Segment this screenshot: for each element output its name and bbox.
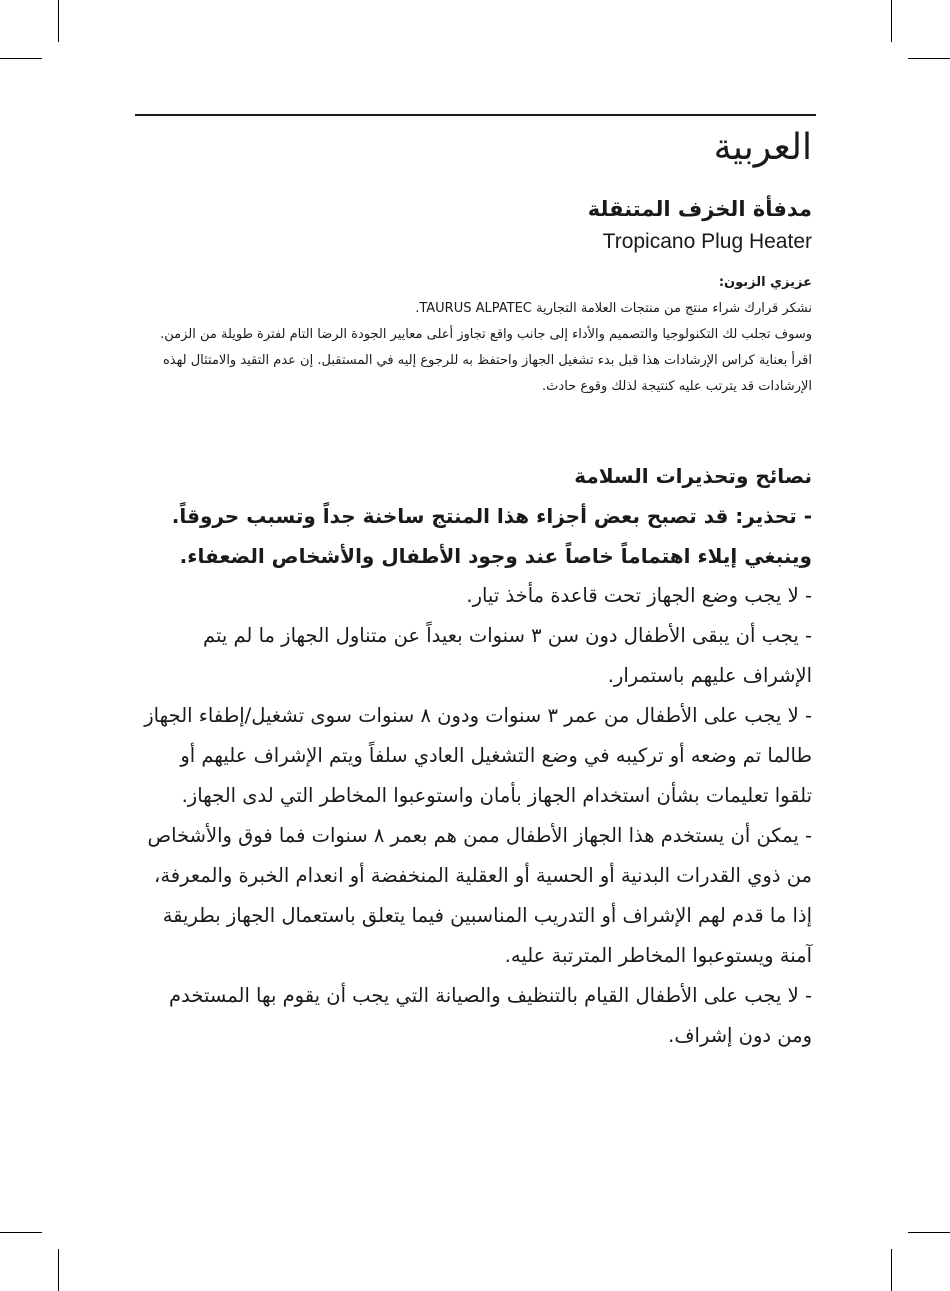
crop-mark-bottom-left-horizontal <box>0 1232 42 1233</box>
intro-greeting: عزيزي الزبون: <box>718 275 812 290</box>
crop-mark-top-left-horizontal <box>0 58 42 59</box>
safety-item: - لا يجب وضع الجهاز تحت قاعدة مأخذ تيار. <box>466 584 812 607</box>
safety-item: - لا يجب على الأطفال من عمر ٣ سنوات ودون ٨ سنوات سوى تشغيل/إطفاء الجهاز طالما تم وضعه أو تركيبه في وضع التشغيل العادي سلفاً ويتم الإشراف عليهم أو تلقوا تعليمات بشأن استخدام الجهاز بأمان واستوعبوا المخاطر التي لدى الجهاز. <box>144 704 812 807</box>
crop-mark-top-right-vertical <box>891 0 892 42</box>
safety-warning: - تحذير: قد تصبح بعض أجزاء هذا المنتج ساخنة جداً وتسبب حروقاً. وينبغي إيلاء اهتماماً خاصاً عند وجود الأطفال والأشخاص الضعفاء. <box>171 504 812 568</box>
safety-item: - يمكن أن يستخدم هذا الجهاز الأطفال ممن هم بعمر ٨ سنوات فما فوق والأشخاص من ذوي القدرات البدنية أو الحسية أو العقلية المنخفضة أو انعدام الخبرة والمعرفة، إذا ما قدم لهم الإشراف أو التدريب المناسبين فيما يتعلق باستعمال الجهاز بطريقة آمنة ويستوعبوا المخاطر المترتبة عليه. <box>147 824 812 967</box>
crop-mark-top-left-vertical <box>58 0 59 42</box>
product-name-english: Tropicano Plug Heater <box>602 230 812 253</box>
language-title: العربية <box>713 127 812 168</box>
safety-section <box>140 456 812 1056</box>
intro-paragraph: نشكر قرارك شراء منتج من منتجات العلامة التجارية TAURUS ALPATEC. <box>415 301 812 316</box>
crop-mark-bottom-right-horizontal <box>908 1232 950 1233</box>
safety-item: - لا يجب على الأطفال القيام بالتنظيف والصيانة التي يجب أن يقوم بها المستخدم ومن دون إشراف. <box>169 984 812 1047</box>
crop-mark-top-right-horizontal <box>908 58 950 59</box>
intro-paragraph: وسوف تجلب لك التكنولوجيا والتصميم والأداء إلى جانب واقع تجاوز أعلى معايير الجودة الرضا التام لفترة طويلة من الزمن. <box>160 327 812 342</box>
product-name-arabic: مدفأة الخزف المتنقلة <box>587 197 812 221</box>
intro-section <box>140 270 812 400</box>
crop-mark-bottom-right-vertical <box>891 1249 892 1291</box>
safety-item: - يجب أن يبقى الأطفال دون سن ٣ سنوات بعيداً عن متناول الجهاز ما لم يتم الإشراف عليهم باستمرار. <box>202 624 812 687</box>
crop-mark-bottom-left-vertical <box>58 1249 59 1291</box>
intro-paragraph: اقرأ بعناية كراس الإرشادات هذا قبل بدء تشغيل الجهاز واحتفظ به للرجوع إليه في المستقبل. إن عدم التقيد والامتثال لهذه الإرشادات قد يترتب عليه كنتيجة لذلك وقوع حادث. <box>162 353 812 394</box>
page-content <box>140 122 812 1056</box>
safety-heading: نصائح وتحذيرات السلامة <box>574 464 812 488</box>
top-divider <box>135 114 816 116</box>
